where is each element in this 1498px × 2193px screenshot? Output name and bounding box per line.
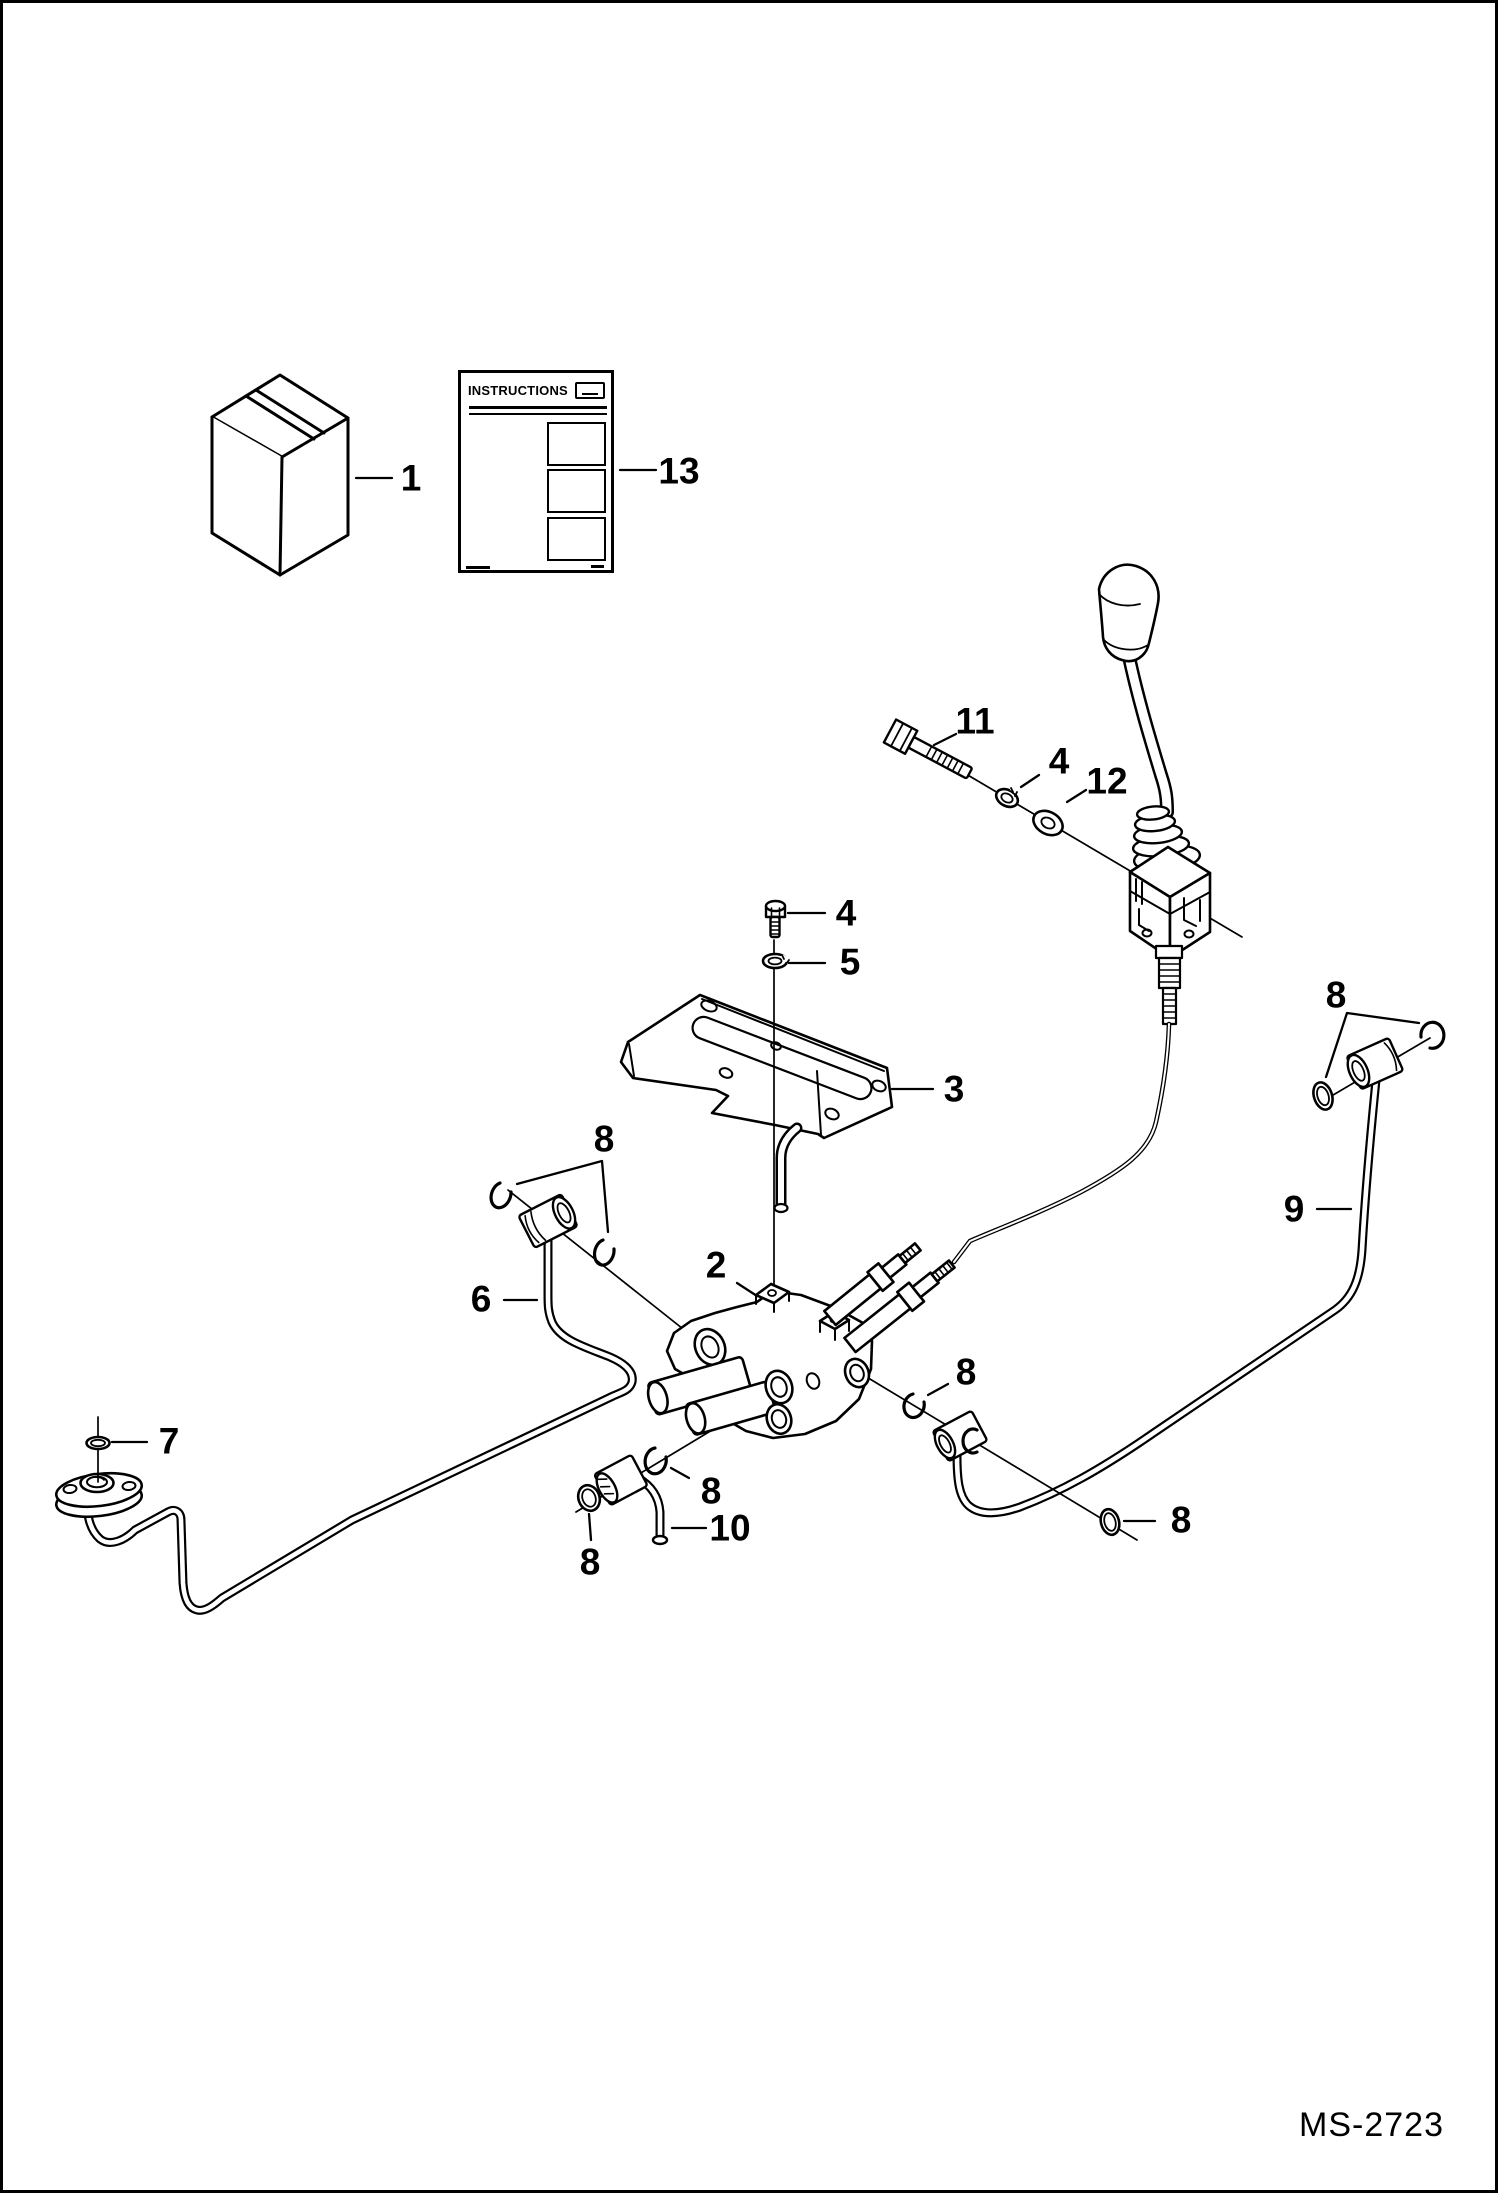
callout-rings-left-tube: 8 bbox=[593, 1118, 615, 1160]
bracket-bolt-drawing bbox=[766, 901, 785, 937]
callout-elbow-fitting: 10 bbox=[709, 1507, 751, 1549]
callout-long-bolt: 11 bbox=[955, 700, 995, 742]
callout-ring-elbow: 8 bbox=[700, 1470, 722, 1512]
mounting-bracket-drawing bbox=[621, 995, 892, 1212]
callout-left-tube: 6 bbox=[470, 1278, 492, 1320]
joystick-drawing bbox=[954, 565, 1210, 1262]
flange-drawing bbox=[54, 1469, 143, 1521]
callout-instruction-sheet: 13 bbox=[658, 450, 700, 492]
lock-washer-joystick-drawing bbox=[993, 786, 1021, 811]
callout-bracket-bolt: 4 bbox=[835, 892, 857, 934]
instruction-sheet-logo-box bbox=[575, 382, 605, 399]
flat-washer-joystick-drawing bbox=[1029, 806, 1067, 840]
o-rings bbox=[87, 1080, 1336, 1541]
callout-ring-valve-right: 8 bbox=[955, 1351, 977, 1393]
right-tube-drawing bbox=[957, 1080, 1376, 1513]
control-valve-drawing bbox=[645, 1238, 960, 1438]
callout-oring-right-bottom: 8 bbox=[1170, 1499, 1192, 1541]
instruction-sheet bbox=[458, 370, 614, 573]
right-tube-bottom-fitting bbox=[930, 1411, 987, 1463]
callout-flat-washer: 12 bbox=[1086, 760, 1128, 802]
elbow-fitting-drawing bbox=[591, 1455, 667, 1544]
kit-box-drawing bbox=[212, 375, 348, 575]
callout-kit-box: 1 bbox=[400, 457, 422, 499]
callout-right-tube: 9 bbox=[1283, 1188, 1305, 1230]
instruction-figure-2 bbox=[547, 469, 606, 513]
instruction-sheet-title: INSTRUCTIONS bbox=[468, 383, 568, 398]
instruction-figure-1 bbox=[547, 422, 606, 466]
callout-mounting-bracket: 3 bbox=[943, 1068, 965, 1110]
lock-washer-bracket-drawing bbox=[763, 954, 790, 968]
instruction-figure-3 bbox=[547, 517, 606, 561]
callout-flange-seal: 7 bbox=[158, 1420, 180, 1462]
callout-rings-right-tube: 8 bbox=[1325, 974, 1347, 1016]
callout-oring-elbow: 8 bbox=[579, 1541, 601, 1583]
callout-lock-washer-bracket: 5 bbox=[839, 941, 861, 983]
callout-control-valve: 2 bbox=[705, 1244, 727, 1286]
callout-lock-washer-joystick: 4 bbox=[1048, 740, 1070, 782]
figure-code: MS-2723 bbox=[1299, 2106, 1444, 2144]
